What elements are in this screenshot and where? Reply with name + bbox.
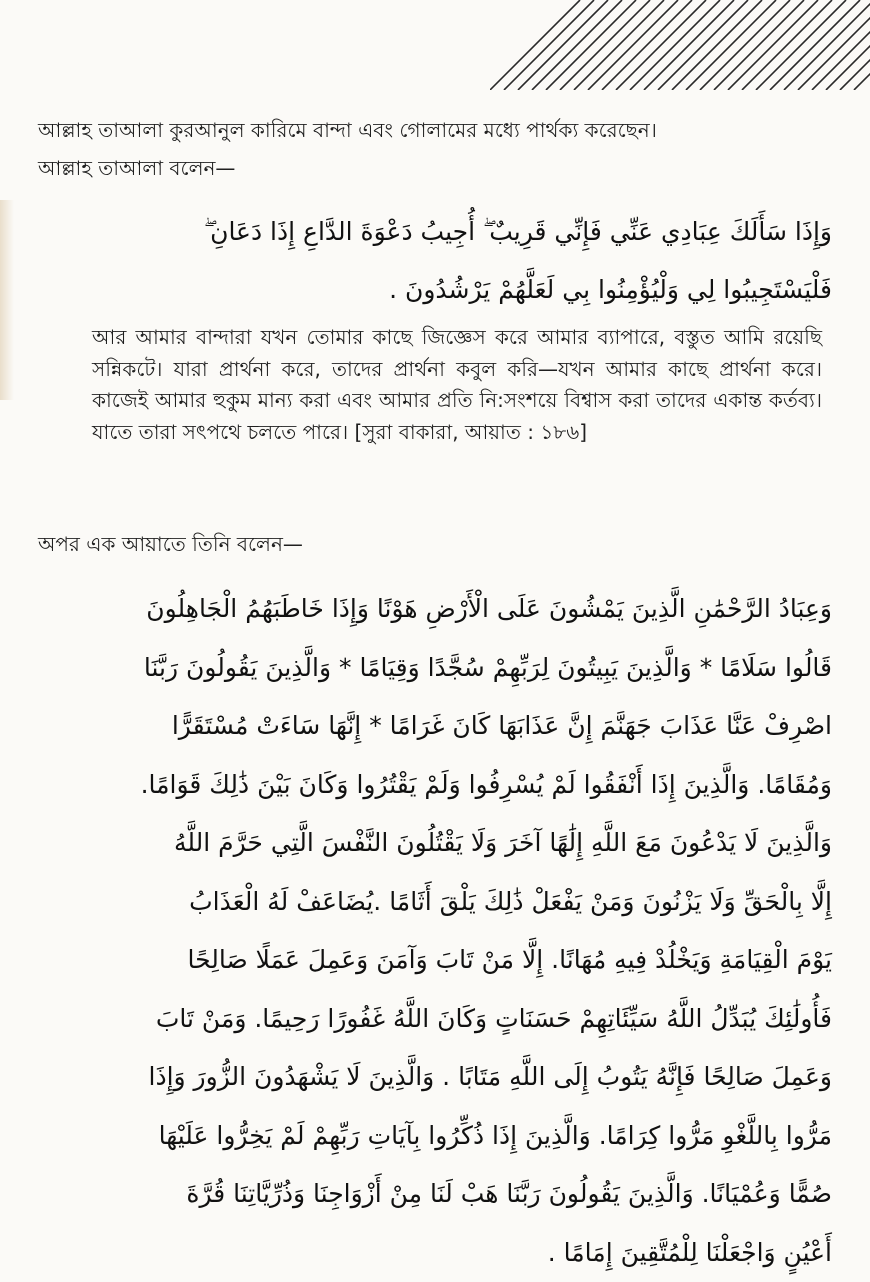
verse-reference: [সুরা বাকারা, আয়াত : ১৮৬] [355,420,588,444]
verse-2-line: فَأُولَٰئِكَ يُبَدِّلُ اللَّهُ سَيِّئَاتِهِمْ حَسَنَاتٍ وَكَانَ اللَّهُ غَفُورًا رَحِيمًا. وَمَنْ تَابَ [32,990,832,1049]
verse-2-line: إِلَّا بِالْحَقِّ وَلَا يَزْنُونَ وَمَنْ يَفْعَلْ ذَٰلِكَ يَلْقَ أَثَامًا .يُضَاعَفْ لَهُ الْعَذَابُ [32,873,832,932]
verse-2-line: وَالَّذِينَ لَا يَدْعُونَ مَعَ اللَّهِ إِلَٰهًا آخَرَ وَلَا يَقْتُلُونَ النَّفْسَ الَّتِي حَرَّمَ اللَّهُ [32,814,832,873]
verse-2-line: وَمُقَامًا. وَالَّذِينَ إِذَا أَنْفَقُوا لَمْ يُسْرِفُوا وَلَمْ يَقْتُرُوا وَكَانَ بَيْنَ ذَٰلِكَ قَوَامًا. [32,756,832,815]
verse-1-line: وَإِذَا سَأَلَكَ عِبَادِي عَنِّي فَإِنِّي قَرِيبٌ ۖ أُجِيبُ دَعْوَةَ الدَّاعِ إِذَا دَعَانِ ۖ [72,203,832,261]
verse-1-line: فَلْيَسْتَجِيبُوا لِي وَلْيُؤْمِنُوا بِي لَعَلَّهُمْ يَرْشُدُونَ . [72,261,832,319]
page-edge-shadow [0,200,14,400]
corner-hatch-decoration [490,0,870,90]
verse-2-line: قَالُوا سَلَامًا * وَالَّذِينَ يَبِيتُونَ لِرَبِّهِمْ سُجَّدًا وَقِيَامًا * وَالَّذِينَ يَقُولُونَ رَبَّنَا [32,639,832,698]
verse-2-line: صُمًّا وَعُمْيَانًا. وَالَّذِينَ يَقُولُونَ رَبَّنَا هَبْ لَنَا مِنْ أَزْوَاجِنَا وَذُرِّيَّاتِنَا قُرَّةَ [32,1165,832,1224]
translation-1 [92,322,822,448]
intro-2-line: অপর এক আয়াতে তিনি বলেন— [38,528,828,560]
verse-2-line: يَوْمَ الْقِيَامَةِ وَيَخْلُدْ فِيهِ مُهَانًا. إِلَّا مَنْ تَابَ وَآمَنَ وَعَمِلَ عَمَلًا صَالِحًا [32,931,832,990]
quran-verse-2 [32,580,832,1282]
verse-2-line: وَعِبَادُ الرَّحْمَٰنِ الَّذِينَ يَمْشُونَ عَلَى الْأَرْضِ هَوْنًا وَإِذَا خَاطَبَهُمُ الْجَاهِلُونَ [32,580,832,639]
intro-line-1: আল্লাহ তাআলা কুরআনুল কারিমে বান্দা এবং গোলামের মধ্যে পার্থক্য করেছেন। [38,114,828,146]
quran-verse-1 [72,203,832,319]
verse-2-line: أَعْيُنٍ وَاجْعَلْنَا لِلْمُتَّقِينَ إِمَامًا . [32,1224,832,1282]
verse-2-line: مَرُّوا بِاللَّغْوِ مَرُّوا كِرَامًا. وَالَّذِينَ إِذَا ذُكِّرُوا بِآيَاتِ رَبِّهِمْ لَمْ يَخِرُّوا عَلَيْهَا [32,1107,832,1166]
verse-2-line: وَعَمِلَ صَالِحًا فَإِنَّهُ يَتُوبُ إِلَى اللَّهِ مَتَابًا . وَالَّذِينَ لَا يَشْهَدُونَ الزُّورَ وَإِذَا [32,1048,832,1107]
intro-line-2: আল্লাহ তাআলা বলেন— [38,152,828,184]
translation-1-text: আর আমার বান্দারা যখন তোমার কাছে জিজ্ঞেস করে আমার ব্যাপারে, বস্তুত আমি রয়েছি সন্নিকটে। যারা প্রার্থনা করে, তাদের প্রার্থনা কবুল করি—যখন আমার কাছে প্রার্থনা করে। কাজেই আমার হুকুম মান্য করা এবং আমার প্রতি নি:সংশয়ে বিশ্বাস করা তাদের একান্ত কর্তব্য। যাতে তারা সৎপথে চলতে পারে। [92,325,822,444]
verse-2-line: اصْرِفْ عَنَّا عَذَابَ جَهَنَّمَ إِنَّ عَذَابَهَا كَانَ غَرَامًا * إِنَّهَا سَاءَتْ مُسْتَقَرًّا [32,697,832,756]
